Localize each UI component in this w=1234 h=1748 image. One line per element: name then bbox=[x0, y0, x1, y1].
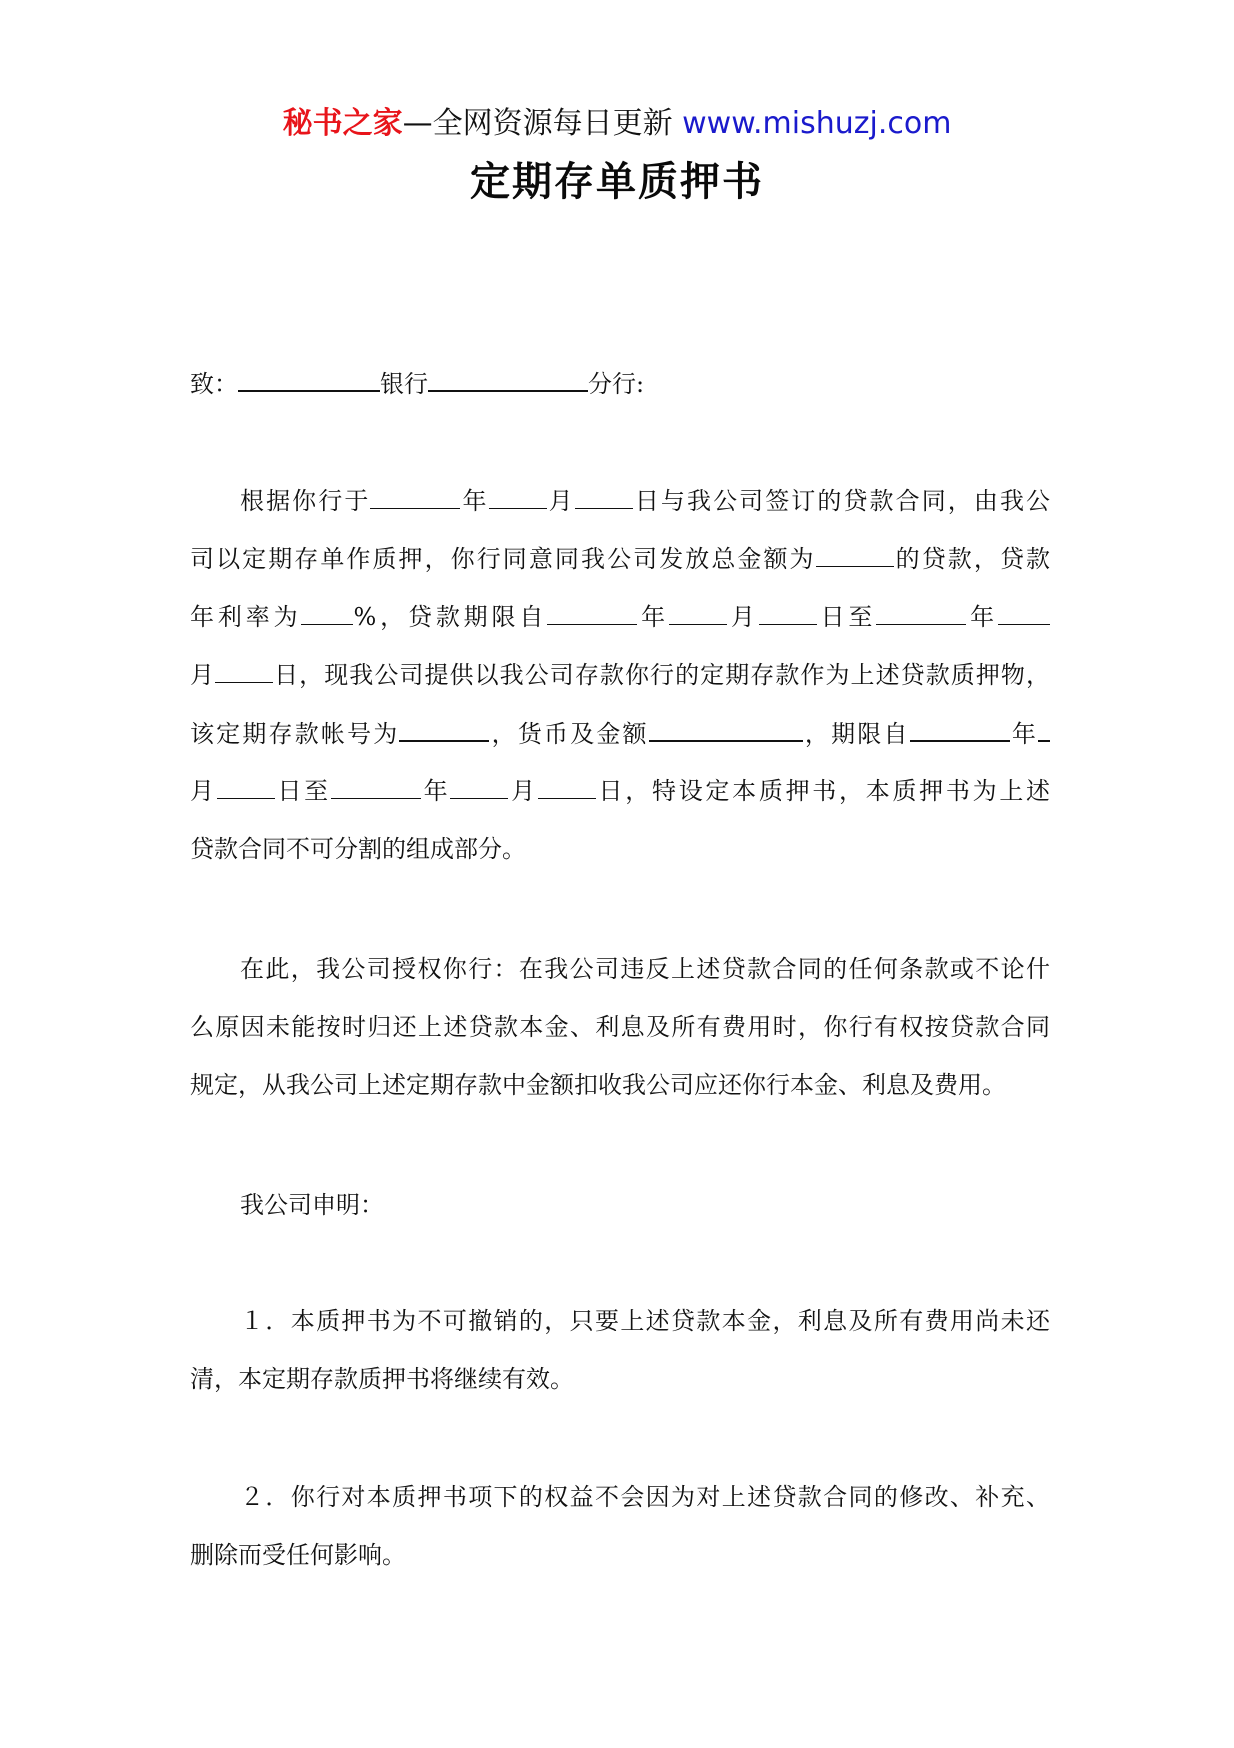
blank-currency-amount bbox=[649, 716, 803, 742]
text-segment: 日，特设定本质押书，本质押书为上述 bbox=[595, 777, 1051, 805]
blank-field bbox=[301, 600, 353, 625]
text-segment: %，贷款期限自 bbox=[353, 603, 548, 631]
para1-line3 bbox=[190, 600, 1050, 634]
item2-line1: ２．你行对本质押书项下的权益不会因为对上述贷款合同的修改、补充、 bbox=[240, 1483, 1050, 1511]
text-segment: 年 bbox=[637, 603, 669, 631]
para1-line1 bbox=[240, 484, 1050, 518]
text-segment: 月 bbox=[190, 661, 216, 689]
para2-line2: 么原因未能按时归还上述贷款本金、利息及所有费用时，你行有权按贷款合同 bbox=[190, 1013, 1050, 1041]
site-header bbox=[0, 104, 1234, 144]
text-segment: 根据你行于 bbox=[240, 487, 371, 515]
blank-field bbox=[331, 774, 421, 799]
brand-name: 秘书之家 bbox=[282, 106, 403, 141]
text-segment: 司以定期存单作质押，你行同意同我公司发放总金额为 bbox=[190, 545, 816, 573]
para1-line7: 贷款合同不可分割的组成部分。 bbox=[190, 835, 526, 863]
text-segment: 月 bbox=[190, 777, 217, 805]
text-segment: ，货币及金额 bbox=[489, 720, 649, 748]
blank-field bbox=[215, 658, 273, 683]
blank-field bbox=[1038, 716, 1050, 742]
blank-field bbox=[370, 484, 460, 509]
item1-line1: １．本质押书为不可撤销的，只要上述贷款本金，利息及所有费用尚未还 bbox=[240, 1307, 1050, 1335]
text-segment: 该定期存款帐号为 bbox=[190, 720, 400, 748]
blank-field bbox=[816, 542, 894, 567]
blank-bank-name bbox=[238, 366, 380, 392]
blank-field bbox=[575, 484, 633, 509]
blank-branch-name bbox=[428, 366, 588, 392]
declaration-heading: 我公司申明： bbox=[240, 1191, 384, 1219]
text-segment: 日至 bbox=[816, 603, 877, 631]
blank-field bbox=[450, 774, 508, 799]
item2-line2: 删除而受任何影响。 bbox=[190, 1541, 406, 1569]
para1-line2 bbox=[190, 542, 1050, 576]
item1-line2: 清，本定期存款质押书将继续有效。 bbox=[190, 1365, 574, 1393]
address-branch-label: 分行: bbox=[588, 370, 645, 398]
brand-slogan: —全网资源每日更新 bbox=[402, 106, 673, 141]
text-segment: ，期限自 bbox=[802, 720, 910, 748]
blank-field bbox=[998, 600, 1050, 625]
para1-line6 bbox=[190, 774, 1050, 808]
blank-field bbox=[759, 600, 817, 625]
text-segment: 年 bbox=[460, 487, 489, 515]
blank-field bbox=[669, 600, 727, 625]
para2-line3: 规定，从我公司上述定期存款中金额扣收我公司应还你行本金、利息及费用。 bbox=[190, 1071, 1006, 1099]
text-segment: 日至 bbox=[274, 777, 331, 805]
document-title: 定期存单质押书 bbox=[470, 159, 764, 205]
text-segment: 日，现我公司提供以我公司存款你行的定期存款作为上述贷款质押物， bbox=[273, 661, 1050, 689]
text-segment: 的贷款，贷款 bbox=[893, 545, 1051, 573]
text-segment: 年 bbox=[966, 603, 998, 631]
blank-field bbox=[910, 716, 1010, 742]
text-segment: 日与我公司签订的贷款合同，由我公 bbox=[632, 487, 1051, 515]
text-segment: 年 bbox=[420, 777, 451, 805]
blank-field bbox=[538, 774, 596, 799]
blank-field bbox=[489, 484, 547, 509]
brand-url-link[interactable]: www.mishuzj.com bbox=[682, 106, 952, 141]
para1-line5 bbox=[190, 716, 1050, 751]
blank-field bbox=[876, 600, 966, 625]
para2-line1: 在此，我公司授权你行：在我公司违反上述贷款合同的任何条款或不论什 bbox=[240, 955, 1050, 983]
text-segment: 月 bbox=[546, 487, 575, 515]
text-segment: 年 bbox=[1009, 720, 1039, 748]
address-bank-label: 银行 bbox=[380, 370, 428, 398]
blank-field bbox=[217, 774, 275, 799]
para1-line4 bbox=[190, 658, 1050, 692]
text-segment: 月 bbox=[726, 603, 759, 631]
blank-account-number bbox=[399, 716, 489, 742]
text-segment: 月 bbox=[508, 777, 538, 805]
text-segment: 年利率为 bbox=[190, 603, 302, 631]
address-prefix: 致： bbox=[190, 370, 238, 398]
blank-field bbox=[547, 600, 637, 625]
address-line bbox=[190, 366, 1050, 401]
